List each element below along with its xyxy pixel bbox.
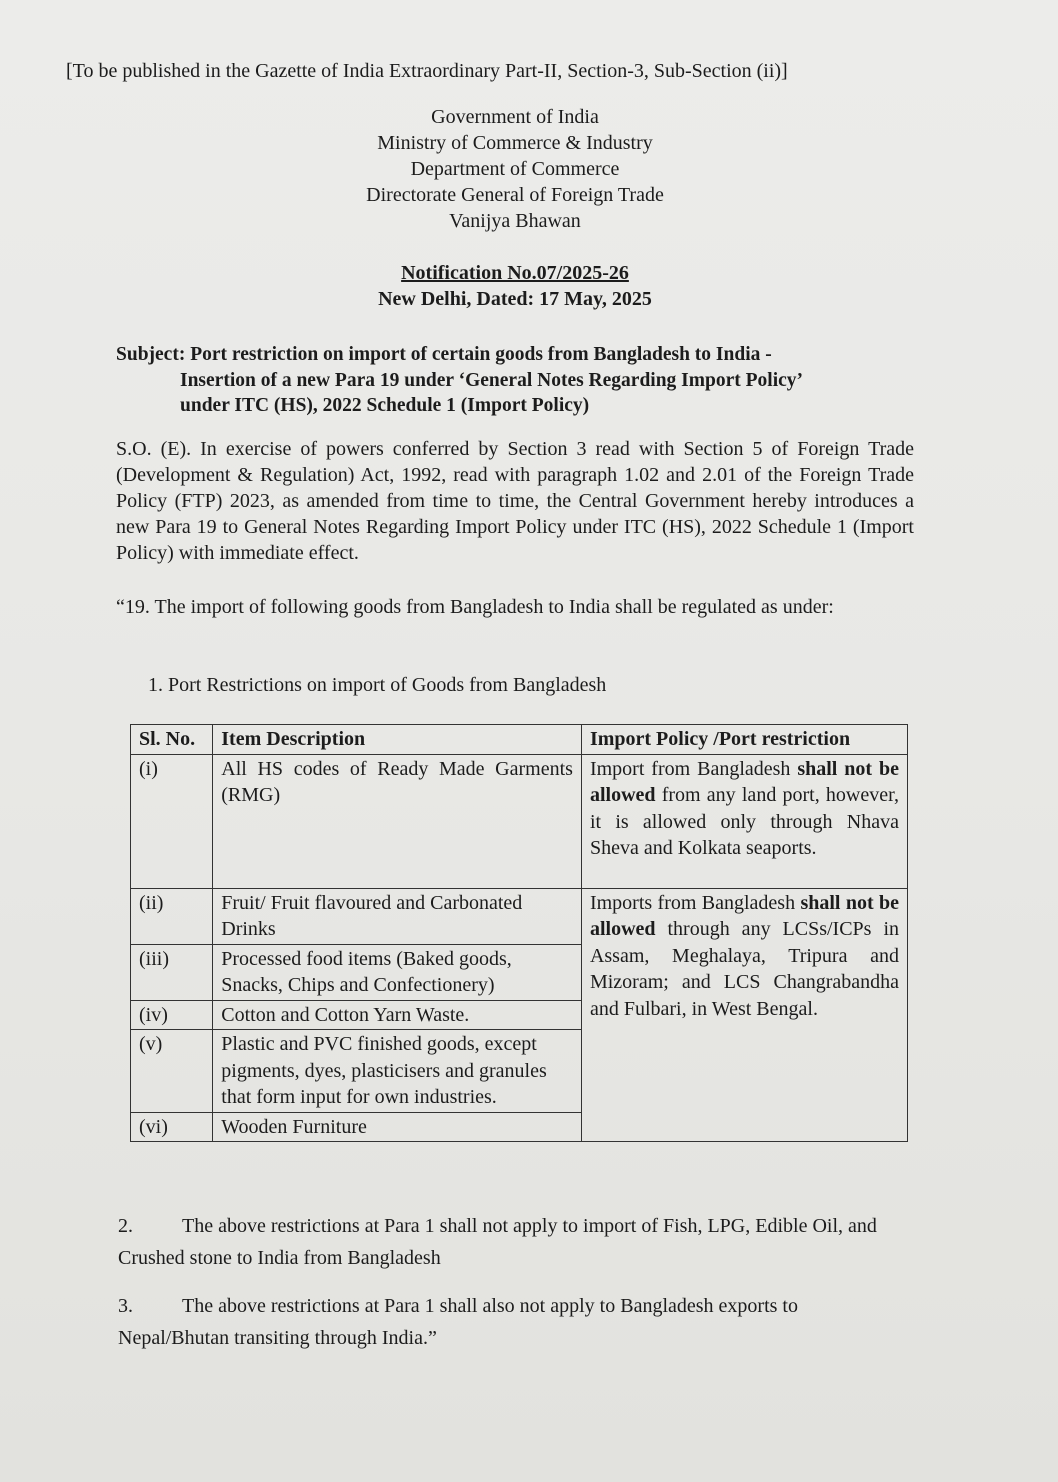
- table-row: [131, 888, 908, 944]
- row-item: Cotton and Cotton Yarn Waste.: [213, 1000, 582, 1030]
- policy2-pre: Imports from Bangladesh: [589, 891, 801, 914]
- footer-paragraph-2: [118, 1210, 908, 1274]
- row-sl: (ii): [131, 888, 213, 944]
- row-item: Plastic and PVC finished goods, except pigments, dyes, plasticisers and granules that form input for own industries.: [213, 1030, 582, 1113]
- row-sl: (iii): [131, 944, 213, 1000]
- notification-date: New Delhi, Dated: 17 May, 2025: [378, 288, 652, 310]
- policy-cell-land-ports: [581, 888, 907, 1142]
- row-item: All HS codes of Ready Made Garments (RMG): [213, 754, 582, 888]
- policy1-pre: Import from Bangladesh: [589, 757, 798, 780]
- policy1-bold: shall not be allowed: [589, 757, 899, 806]
- row-item: Processed food items (Baked goods, Snacks, Chips and Confectionery): [213, 944, 582, 1000]
- subject-block: [116, 342, 916, 419]
- issuing-authority-header: [0, 104, 1030, 234]
- row-sl: (v): [131, 1030, 213, 1113]
- subject-line-1: Subject: Port restriction on import of certain goods from Bangladesh to India -: [116, 344, 772, 365]
- gazette-publication-note: [To be published in the Gazette of India Extraordinary Part-II, Section-3, Sub-Section (ii)]: [66, 60, 788, 82]
- table-row: [131, 754, 908, 888]
- body-paragraph-2: “19. The import of following goods from Bangladesh to India shall be regulated as under:: [116, 596, 834, 618]
- p3-text: The above restrictions at Para 1 shall also not apply to Bangladesh exports to Nepal/Bhutan transiting through India.”: [118, 1295, 798, 1349]
- header-ministry: Ministry of Commerce & Industry: [377, 132, 653, 154]
- header-government: Government of India: [431, 106, 599, 128]
- row-sl: (i): [131, 754, 213, 888]
- header-import-policy: Import Policy /Port restriction: [581, 725, 907, 755]
- body-paragraph-1: S.O. (E). In exercise of powers conferred by Section 3 read with Section 5 of Foreign Trade (Development & Regulation) Act, 1992, read with paragraph 1.02 and 2.01 of the Foreign Trade Policy (FTP) 2023, as amended from time to time, the Central Government hereby introduces a new Para 19 to General Notes Regarding Import Policy under ITC (HS), 2022 Schedule 1 (Import Policy) with immediate effect.: [116, 438, 914, 564]
- table-header-row: [131, 725, 908, 755]
- policy1-post: from any land port, however, it is allowed only through Nhava Sheva and Kolkata seaports.: [589, 784, 899, 859]
- list-item-port-restrictions: 1. Port Restrictions on import of Goods from Bangladesh: [148, 674, 607, 696]
- policy2-post: through any LCSs/ICPs in Assam, Meghalaya, Tripura and Mizoram; and LCS Changrabandha and Fulbari, in West Bengal.: [589, 918, 899, 1020]
- header-item-description: Item Description: [213, 725, 582, 755]
- header-department: Department of Commerce: [410, 158, 620, 180]
- header-sl-no: Sl. No.: [131, 725, 213, 755]
- subject-line-2: Insertion of a new Para 19 under ‘General Notes Regarding Import Policy’: [180, 369, 804, 391]
- header-building: Vanijya Bhawan: [449, 210, 581, 232]
- notification-number: Notification No.07/2025-26: [401, 262, 629, 284]
- header-directorate: Directorate General of Foreign Trade: [366, 184, 664, 206]
- notification-block: [0, 260, 1030, 312]
- footer-paragraph-3: [118, 1290, 908, 1354]
- policy2-bold: shall not be allowed: [589, 891, 900, 940]
- p2-text: The above restrictions at Para 1 shall not apply to import of Fish, LPG, Edible Oil, and Crushed stone to India from Bangladesh: [118, 1215, 877, 1269]
- row-item: Wooden Furniture: [213, 1112, 582, 1142]
- row-sl: (iv): [131, 1000, 213, 1030]
- subject-line-3: under ITC (HS), 2022 Schedule 1 (Import Policy): [180, 395, 590, 416]
- restrictions-table: [130, 724, 908, 1142]
- p3-number: 3.: [118, 1295, 133, 1317]
- policy-cell-rmg: [581, 754, 907, 888]
- row-item: Fruit/ Fruit flavoured and Carbonated Drinks: [213, 888, 582, 944]
- p2-number: 2.: [118, 1215, 133, 1237]
- row-sl: (vi): [131, 1112, 213, 1142]
